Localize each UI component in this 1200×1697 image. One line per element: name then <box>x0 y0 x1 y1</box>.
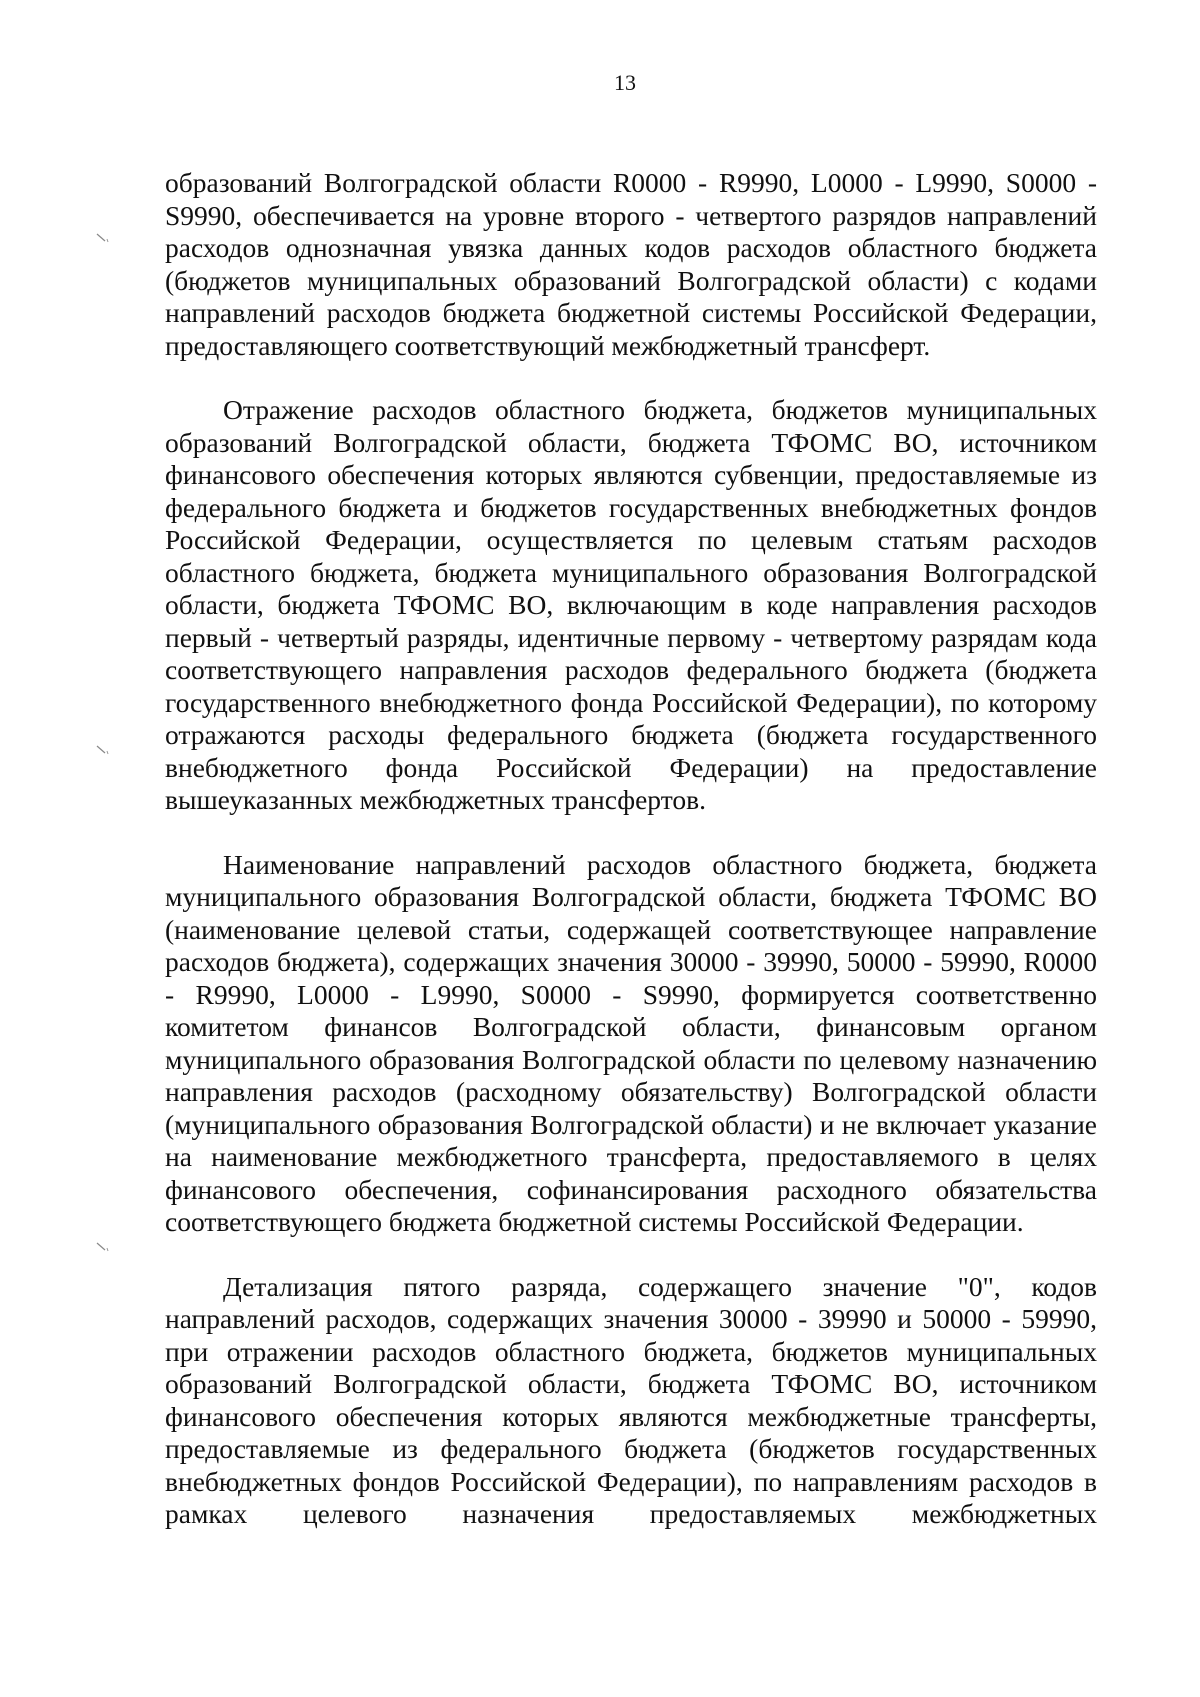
paragraph-continuation: образований Волгоградской области R0000 - R9990, L0000 - L9990, S0000 - S9990, обеспечивается на уровне второго - четвертого разрядов направлений расходов однозначная увязка данных кодов расходов областного бюджета (бюджетов муниципальных образований Волгоградской области) с кодами направлений расходов бюджета бюджетной системы Российской Федерации, предоставляющего соответствующий межбюджетный трансферт. <box>165 167 1097 361</box>
document-body <box>165 167 1097 1531</box>
paragraph-fifth-digit-detailing: Детализация пятого разряда, содержащего значение "0", кодов направлений расходов, содержащих значения 30000 - 39990 и 50000 - 59990, при отражении расходов областного бюджета, бюджетов муниципальных образований Волгоградской области, бюджета ТФОМС ВО, источником финансового обеспечения которых являются межбюджетные трансферты, предоставляемые из федерального бюджета (бюджетов государственных внебюджетных фондов Российской Федерации), по направлениям расходов в рамках целевого назначения предоставляемых межбюджетных <box>165 1270 1097 1529</box>
paragraph-directions-naming: Наименование направлений расходов областного бюджета, бюджета муниципального образования Волгоградской области, бюджета ТФОМС ВО (наименование целевой статьи, содержащей соответствующее направление расходов бюджета), содержащих значения 30000 - 39990, 50000 - 59990, R0000 - R9990, L0000 - L9990, S0000 - S9990, формируется соответственно комитетом финансов Волгоградской области, финансовым органом муниципального образования Волгоградской области по целевому назначению направления расходов (расходному обязательству) Волгоградской области (муниципального образования Волгоградской области) и не включает указание на наименование межбюджетного трансферта, предоставляемого в целях финансового обеспечения, софинансирования расходного обязательства соответствующего бюджета бюджетной системы Российской Федерации. <box>165 848 1097 1237</box>
page-number: 13 <box>614 70 636 95</box>
scan-artifact-mark <box>96 745 110 757</box>
scan-artifact-mark <box>96 233 110 245</box>
paragraph-subventions-reflection: Отражение расходов областного бюджета, бюджетов муниципальных образований Волгоградской области, бюджета ТФОМС ВО, источником финансового обеспечения которых являются субвенции, предоставляемые из федерального бюджета и бюджетов государственных внебюджетных фондов Российской Федерации, осуществляется по целевым статьям расходов областного бюджета, бюджета муниципального образования Волгоградской области, бюджета ТФОМС ВО, включающим в коде направления расходов первый - четвертый разряды, идентичные первому - четвертому разрядам кода соответствующего направления расходов федерального бюджета (бюджета государственного внебюджетного фонда Российской Федерации), по которому отражаются расходы федерального бюджета (бюджета государственного внебюджетного фонда Российской Федерации) на предоставление вышеуказанных межбюджетных трансфертов. <box>165 394 1097 815</box>
scan-artifact-mark <box>96 1242 110 1254</box>
